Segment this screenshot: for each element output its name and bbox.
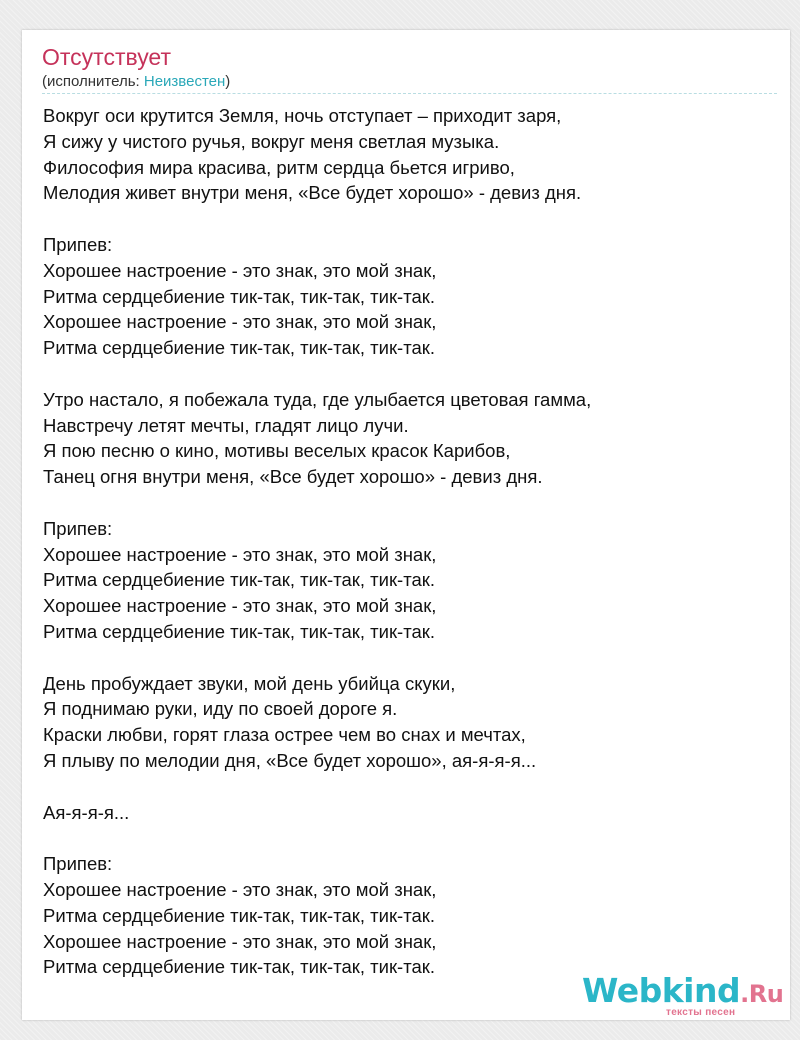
lyric-line: Я плыву по мелодии дня, «Все будет хорошо», ая-я-я-я... xyxy=(43,749,537,771)
lyric-line: Хорошее настроение - это знак, это мой знак, xyxy=(43,543,437,565)
lyric-line: Ритма сердцебиение тик-так, тик-так, тик-так. xyxy=(43,904,435,926)
artist-prefix: (исполнитель: xyxy=(42,73,144,90)
lyric-line: Хорошее настроение - это знак, это мой знак, xyxy=(43,311,437,333)
lyric-line: Танец огня внутри меня, «Все будет хорошо» - девиз дня. xyxy=(43,466,543,488)
lyric-line: Я пою песню о кино, мотивы веселых красок Карибов, xyxy=(43,440,511,462)
stanza xyxy=(43,232,773,361)
lyric-line: День пробуждает звуки, мой день убийца скуки, xyxy=(43,672,456,694)
artist-link[interactable]: Неизвестен xyxy=(143,73,226,90)
song-title: Отсутствует xyxy=(42,44,171,70)
stanza xyxy=(43,851,773,980)
lyric-line: Ая-я-я-я... xyxy=(43,801,130,823)
stanza xyxy=(43,516,773,645)
lyric-line: Вокруг оси крутится Земля, ночь отступает – приходит заря, xyxy=(43,105,562,126)
lyric-line: Утро настало, я побежала туда, где улыбается цветовая гамма, xyxy=(43,388,592,410)
lyric-line: Хорошее настроение - это знак, это мой знак, xyxy=(43,595,437,617)
lyrics-body xyxy=(43,103,773,1006)
logo-tld: .Ru xyxy=(740,980,784,1008)
lyrics-card xyxy=(22,30,790,1020)
lyric-line: Ритма сердцебиение тик-так, тик-так, тик-так. xyxy=(43,620,435,642)
title-divider xyxy=(42,93,777,94)
lyric-line: Навстречу летят мечты, гладят лицо лучи. xyxy=(43,414,409,436)
lyric-line: Припев: xyxy=(43,853,113,875)
lyric-line: Философия мира красива, ритм сердца бьется игриво, xyxy=(43,156,515,178)
lyric-line: Хорошее настроение - это знак, это мой знак, xyxy=(43,930,437,952)
lyric-line: Краски любви, горят глаза острее чем во снах и мечтах, xyxy=(43,724,526,746)
webkind-logo[interactable] xyxy=(582,972,782,1020)
artist-line xyxy=(42,72,230,92)
logo-tagline: тексты песен xyxy=(666,1007,736,1018)
lyric-line: Я поднимаю руки, иду по своей дороге я. xyxy=(43,698,398,720)
lyric-line: Ритма сердцебиение тик-так, тик-так, тик-так. xyxy=(43,285,435,307)
stanza xyxy=(43,671,773,774)
stanza xyxy=(43,103,773,206)
lyric-line: Припев: xyxy=(43,517,113,539)
lyric-line: Мелодия живет внутри меня, «Все будет хорошо» - девиз дня. xyxy=(43,182,582,204)
lyric-line: Ритма сердцебиение тик-так, тик-так, тик-так. xyxy=(43,337,435,359)
stanza xyxy=(43,800,773,826)
lyric-line: Ритма сердцебиение тик-так, тик-так, тик-так. xyxy=(43,956,435,978)
lyric-line: Хорошее настроение - это знак, это мой знак, xyxy=(43,259,437,281)
logo-main-text: Webkind xyxy=(582,971,741,1010)
lyric-line: Ритма сердцебиение тик-так, тик-так, тик-так. xyxy=(43,569,435,591)
stanza xyxy=(43,387,773,490)
artist-suffix: ) xyxy=(225,73,231,90)
lyric-line: Я сижу у чистого ручья, вокруг меня светлая музыка. xyxy=(43,130,500,152)
lyric-line: Припев: xyxy=(43,233,113,255)
lyric-line: Хорошее настроение - это знак, это мой знак, xyxy=(43,878,437,900)
